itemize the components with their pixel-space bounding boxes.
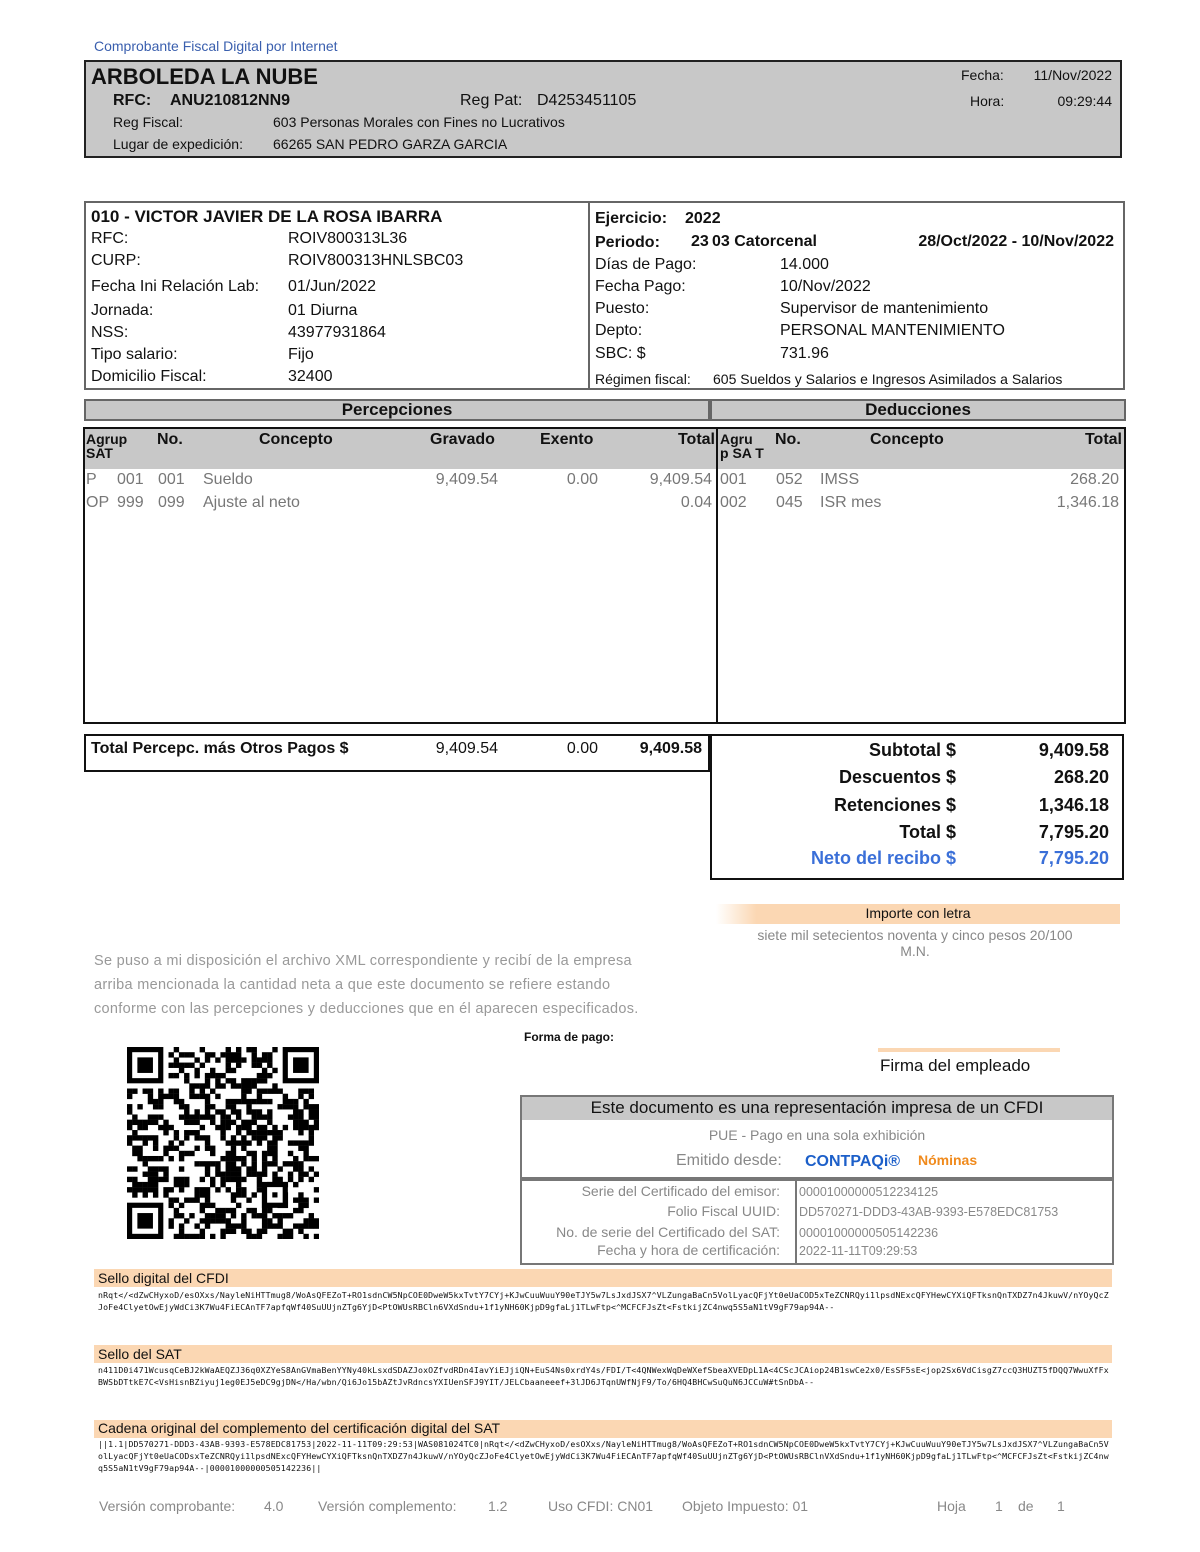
ded-row-agrup: 001 <box>720 471 747 488</box>
employee-field-label: RFC: <box>91 230 129 247</box>
total-percepciones-label: Total Percepc. más Otros Pagos $ <box>91 740 349 757</box>
perc-row-total: 9,409.54 <box>649 471 712 488</box>
ejercicio-label: Ejercicio: <box>595 210 668 227</box>
employee-name: 010 - VICTOR JAVIER DE LA ROSA IBARRA <box>91 207 443 226</box>
total: 7,795.20 <box>1038 822 1109 842</box>
period-field-label: SBC: $ <box>595 345 646 362</box>
forma-pago-label: Forma de pago: <box>524 1030 615 1044</box>
perc-row-sat: 001 <box>117 471 144 488</box>
employee-field-label: CURP: <box>91 252 141 269</box>
perc-row-agrup: P <box>86 471 97 488</box>
concepts-divider <box>716 429 718 723</box>
footer-de-label: de <box>1018 1498 1034 1514</box>
cert-field-label: Fecha y hora de certificación: <box>597 1242 780 1258</box>
cert-field-value: 00001000000512234125 <box>799 1185 939 1199</box>
perc-h-no: No. <box>157 431 183 448</box>
total-label: Total $ <box>899 822 956 842</box>
periodo-rango: 28/Oct/2022 - 10/Nov/2022 <box>918 233 1114 250</box>
employee-field-value: 01/Jun/2022 <box>288 278 377 295</box>
contpaqi-logo: CONTPAQi® <box>805 1153 901 1170</box>
sello-sat-label: Sello del SAT <box>98 1346 182 1362</box>
retenciones: 1,346.18 <box>1038 795 1109 815</box>
cert-divider <box>795 1179 797 1265</box>
sello-sat-text: n411D0i471WcusqCeBJ2kWaAEQZJ36q0XZYeS8AnGVmaBenYYNy40kLsxdSDAZJoxOZfvdRDn4IavYiEJjiQN+EuS4Ns0xrdY4s/FDI/T<4QNWexWqDeWXefSbeaXVEDpL1A<4CScJCAiop24B1swCe2x0/EsSF5sE<jop2Sx6VdCisgZ7ccQ3HUZT5fDQQ7WwuXfFxBWSbDTtkE7C<VsHisnBZiyuj1eg0EJ5eDC9gjDN</Ha/wbn/Qi6Jo15bAZtJvRdncsYXIUenSFJ9YIT/JELCbaaneeef+3lJD6JTqnUWfNjF9/To/6HQ4BHCwSuQuN6JCCuW#tSnDbA-- <box>98 1365 1109 1387</box>
importe-line1: siete mil setecientos noventa y cinco pesos 20/100 <box>757 927 1073 943</box>
cert-field-value: 00001000000505142236 <box>799 1226 939 1240</box>
employee-field-label: Fecha Ini Relación Lab: <box>91 278 260 295</box>
importe-label: Importe con letra <box>865 905 971 921</box>
footer-hoja-label: Hoja <box>937 1498 966 1514</box>
ded-h-agrup: Agru <box>720 431 753 447</box>
descuentos-label: Descuentos $ <box>838 767 956 787</box>
ded-h-concepto: Concepto <box>870 431 944 448</box>
ded-row-concepto: ISR mes <box>820 494 882 511</box>
total-gravado: 9,409.54 <box>435 740 498 757</box>
perc-row-no: 099 <box>158 494 185 511</box>
footer-version: 4.0 <box>264 1498 284 1514</box>
ded-row-no: 052 <box>776 471 803 488</box>
reg-pat: D4253451105 <box>537 92 637 109</box>
period-field-value: 10/Nov/2022 <box>780 278 871 295</box>
total-exento: 0.00 <box>566 740 598 757</box>
total-total: 9,409.58 <box>639 740 702 757</box>
perc-h-sat: SAT <box>86 445 113 461</box>
employee-field-label: NSS: <box>91 324 129 341</box>
perc-row-gravado: 9,409.54 <box>435 471 498 488</box>
employee-field-value: 32400 <box>288 368 333 385</box>
period-field-label: Puesto: <box>595 300 650 317</box>
regimen-label: Régimen fiscal: <box>595 371 691 387</box>
reg-pat-label: Reg Pat: <box>460 92 523 109</box>
perc-h-total: Total <box>677 431 715 448</box>
nominas-logo: Nóminas <box>918 1152 978 1168</box>
disclaimer-line3: conforme con las percepciones y deducciones que en él aparecen especificados. <box>94 1001 639 1017</box>
reg-fiscal: 603 Personas Morales con Fines no Lucrativos <box>273 114 565 130</box>
cert-field-label: No. de serie del Certificado del SAT: <box>556 1224 780 1240</box>
cert-field-label: Serie del Certificado del emisor: <box>581 1183 780 1199</box>
footer-complemento: 1.2 <box>488 1498 508 1514</box>
employee-field-value: 43977931864 <box>288 324 386 341</box>
perc-row-total: 0.04 <box>680 494 712 511</box>
fecha-label: Fecha: <box>961 67 1004 83</box>
sello-cfdi-text: nRqt</<dZwCHyxoD/esOXxs/NayleNiHTTmug8/WoAsQFEZoT+RO1sdnCW5NpCOE0DweW5kxTvtY7CYj+KJwCuuWuuY90eTJY5w7LsJxdJSX7^VLZungaBaCn5VolLyacQFjYt0eUaCOD5xTeZCNRQyi1lpsdNExcQFYHewCYXiQFTksnQnTXDZ7n4JkuwV/nYOyQcZJoFe4ClyetOwEjyWdCi3K7Wu4FiECAnTF7apfqWf40SuUUjnZTg6YjD<PtOWUsRBCln6VXdSndu+1f1yNH60KjpD9gfaLj1TLwFtp<^MCFCFJsZt<FstkijZC4nwq5S5aN1tV9gF79ap94A-- <box>98 1290 1109 1312</box>
employee-field-value: ROIV800313L36 <box>288 230 408 247</box>
perc-h-concepto: Concepto <box>259 431 333 448</box>
concepts-header-bg <box>85 429 1124 469</box>
cfdi-metodo: PUE - Pago en una sola exhibición <box>708 1127 926 1143</box>
footer-version-label: Versión comprobante: <box>99 1498 236 1514</box>
ded-h-no: No. <box>775 431 801 448</box>
issuer-rfc: ANU210812NN9 <box>170 92 291 109</box>
periodo-tipo: 03 Catorcenal <box>712 233 817 250</box>
retenciones-label: Retenciones $ <box>833 795 956 815</box>
period-field-label: Días de Pago: <box>595 256 697 273</box>
perc-row-exento: 0.00 <box>566 471 598 488</box>
ded-row-total: 1,346.18 <box>1056 494 1119 511</box>
period-field-label: Depto: <box>595 322 643 339</box>
footer-complemento-label: Versión complemento: <box>318 1498 457 1514</box>
ded-row-total: 268.20 <box>1070 471 1119 488</box>
footer-hoja: 1 <box>995 1498 1003 1514</box>
reg-fiscal-label: Reg Fiscal: <box>113 114 184 130</box>
lugar-label: Lugar de expedición: <box>113 136 243 152</box>
firma-line <box>878 1048 1060 1052</box>
perc-h-gravado: Gravado <box>430 431 495 448</box>
period-field-label: Fecha Pago: <box>595 278 686 295</box>
lugar: 66265 SAN PEDRO GARZA GARCIA <box>273 136 508 152</box>
ded-h-sat: p SA T <box>720 445 764 461</box>
periodo-label: Periodo: <box>595 234 660 251</box>
hora-label: Hora: <box>970 93 1005 109</box>
hora: 09:29:44 <box>1057 93 1112 109</box>
footer-objeto: Objeto Impuesto: 01 <box>682 1498 809 1514</box>
perc-row-concepto: Sueldo <box>203 471 253 488</box>
employee-field-value: ROIV800313HNLSBC03 <box>288 252 464 269</box>
cadena-text: ||1.1|DD570271-DDD3-43AB-9393-E578EDC81753|2022-11-11T09:29:53|WAS081024TC0|nRqt</<dZwCHyxoD/esOXxs/NayleNiHTTmug8/WoAsQFEZoT+RO1sdnCW5NpCOE0DweW5kxTvtY7CYj+KJwCuuWuuY90eTJY5w7LsJxdJSX7^VLZungaBaCn5VolLyacQFjYt0eUaCODsxTeZCNRQyi1lpsdNExcQFYHewCYXiQFTksnQnTXDZ7n4JkuwV/nYOyQcZJoFe4ClyetOwEjyWdCi3K7Wu4FiECAnTF7apfqWf40SuUUjnZTg6YjD<PtOWUsRBClnVXdSndu+1f1yNH60KjpD9gfaLj1TLwFtp<^MCFCFJsZt<FstkijZC4nwq5S5aN1tV9gF79ap94A--|00001000000505142236|| <box>98 1439 1109 1473</box>
disclaimer-line1: Se puso a mi disposición el archivo XML correspondiente y recibí de la empresa <box>94 953 632 969</box>
footer-uso: Uso CFDI: CN01 <box>548 1498 654 1514</box>
ded-h-total: Total <box>1084 431 1122 448</box>
employee-field-value: 01 Diurna <box>288 302 358 319</box>
period-field-value: Supervisor de mantenimiento <box>780 300 989 317</box>
disclaimer-line2: arriba mencionada la cantidad neta a que este documento se refiere estando <box>94 977 611 993</box>
period-field-value: PERSONAL MANTENIMIENTO <box>780 322 1005 339</box>
issuer-name: ARBOLEDA LA NUBE <box>91 64 318 89</box>
firma-label: Firma del empleado <box>880 1056 1031 1075</box>
descuentos: 268.20 <box>1053 767 1109 787</box>
employee-field-label: Domicilio Fiscal: <box>91 368 207 385</box>
employee-field-label: Jornada: <box>91 302 154 319</box>
cert-field-value: DD570271-DDD3-43AB-9393-E578EDC81753 <box>799 1205 1059 1219</box>
employee-field-label: Tipo salario: <box>91 346 178 363</box>
cert-field-value: 2022-11-11T09:29:53 <box>799 1244 918 1258</box>
ejercicio: 2022 <box>685 210 721 227</box>
issuer-rfc-label: RFC: <box>113 92 152 109</box>
periodo-num: 23 <box>691 233 709 250</box>
qr-code <box>127 1047 319 1239</box>
period-field-value: 731.96 <box>780 345 829 362</box>
perc-h-exento: Exento <box>540 431 594 448</box>
footer-de: 1 <box>1057 1498 1065 1514</box>
employee-field-value: Fijo <box>288 346 314 363</box>
regimen: 605 Sueldos y Salarios e Ingresos Asimilados a Salarios <box>713 371 1063 387</box>
sello-cfdi-bar <box>94 1269 1112 1287</box>
perc-row-agrup: OP <box>86 494 110 511</box>
cadena-label: Cadena original del complemento del certificación digital del SAT <box>98 1420 501 1436</box>
cert-field-label: Folio Fiscal UUID: <box>667 1203 780 1219</box>
perc-row-no: 001 <box>158 471 185 488</box>
neto: 7,795.20 <box>1038 848 1109 868</box>
perc-row-sat: 999 <box>117 494 144 511</box>
period-field-value: 14.000 <box>780 256 829 273</box>
sello-cfdi-label: Sello digital del CFDI <box>98 1270 229 1286</box>
neto-label: Neto del recibo $ <box>810 848 956 868</box>
cfdi-title: Este documento es una representación impresa de un CFDI <box>590 1098 1044 1117</box>
emitido-label: Emitido desde: <box>676 1152 782 1169</box>
ded-row-no: 045 <box>776 494 803 511</box>
employee-period-divider <box>588 201 590 390</box>
deducciones-title: Deducciones <box>865 400 971 419</box>
subtotal: 9,409.58 <box>1038 740 1109 760</box>
ded-row-agrup: 002 <box>720 494 747 511</box>
perc-row-concepto: Ajuste al neto <box>203 494 300 511</box>
subtotal-label: Subtotal $ <box>868 740 956 760</box>
sello-sat-bar <box>94 1345 1112 1363</box>
ded-row-concepto: IMSS <box>820 471 860 488</box>
document-title: Comprobante Fiscal Digital por Internet <box>94 38 338 54</box>
fecha: 11/Nov/2022 <box>1033 67 1112 83</box>
percepciones-title: Percepciones <box>341 400 453 419</box>
importe-line2: M.N. <box>900 943 930 959</box>
perc-h-agrup: Agrup <box>86 431 128 447</box>
